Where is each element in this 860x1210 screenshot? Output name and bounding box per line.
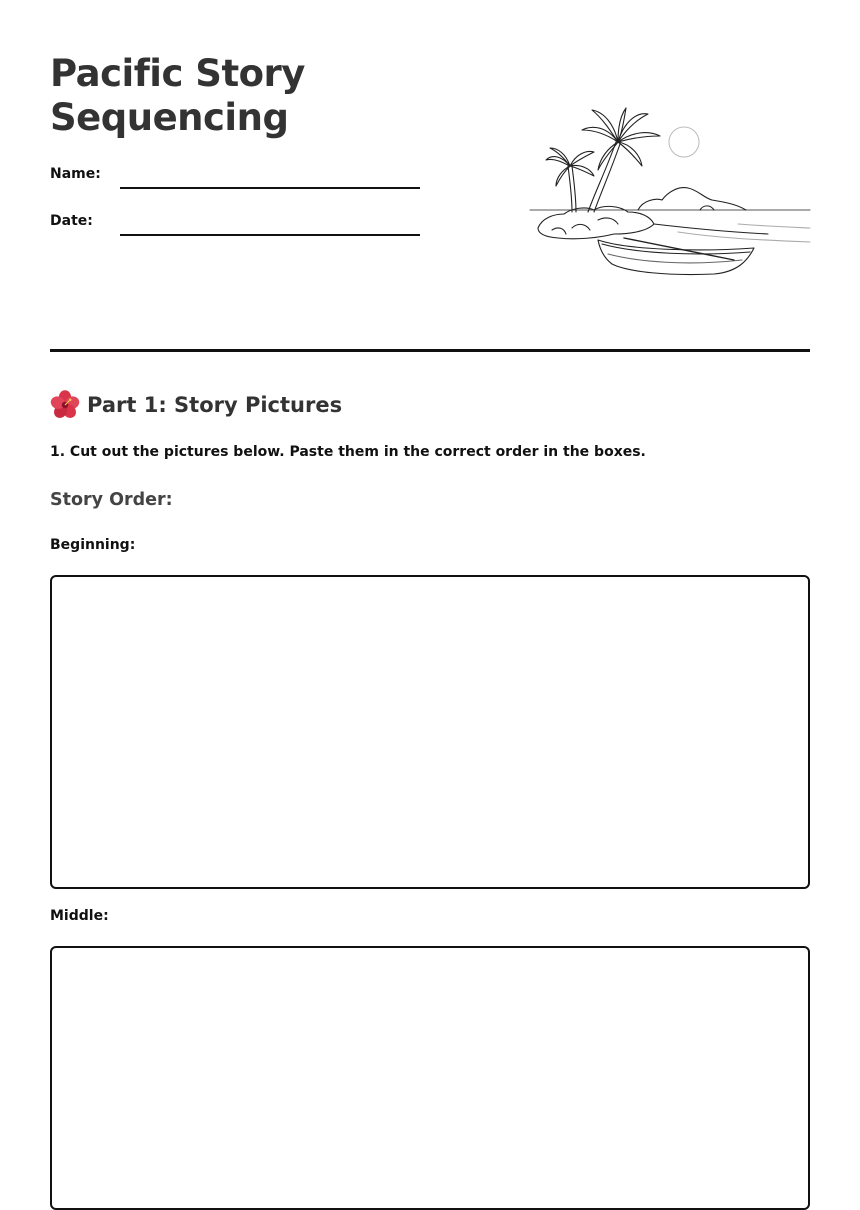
date-field-row <box>50 207 420 237</box>
middle-paste-box[interactable] <box>50 946 810 1210</box>
worksheet-page <box>50 0 810 1161</box>
name-field-row <box>50 160 420 190</box>
beginning-label: Beginning: <box>50 537 136 553</box>
tropical-island-canoe-icon <box>528 100 812 280</box>
header-divider <box>50 349 810 352</box>
title-line-2: Sequencing <box>50 96 289 139</box>
title-line-1: Pacific Story <box>50 52 305 95</box>
name-write-line[interactable] <box>120 187 420 189</box>
part1-heading-text: Part 1: Story Pictures <box>87 393 343 417</box>
middle-label: Middle: <box>50 908 109 924</box>
instruction-text: 1. Cut out the pictures below. Paste them in the correct order in the boxes. <box>50 444 646 460</box>
date-label: Date: <box>50 213 93 229</box>
worksheet-title <box>50 52 430 140</box>
hibiscus-icon <box>50 390 80 420</box>
date-write-line[interactable] <box>120 234 420 236</box>
part1-heading <box>50 388 342 422</box>
name-label: Name: <box>50 166 101 182</box>
beginning-paste-box[interactable] <box>50 575 810 889</box>
story-order-heading: Story Order: <box>50 490 173 510</box>
